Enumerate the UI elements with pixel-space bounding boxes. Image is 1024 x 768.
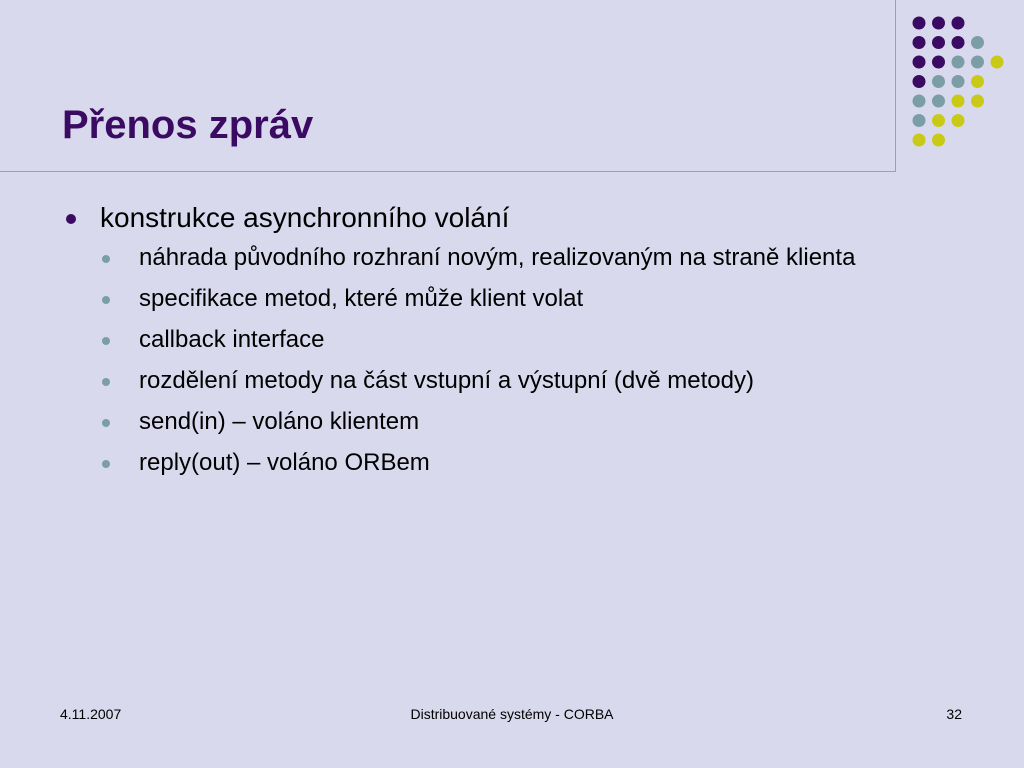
decorative-dot: [932, 56, 945, 69]
sub-bullet-text: send(in) – voláno klientem: [139, 408, 420, 435]
bullet-text: konstrukce asynchronního volání: [100, 202, 510, 233]
footer-date: 4.11.2007: [60, 706, 122, 722]
decorative-dot: [913, 56, 926, 69]
sub-bullet-text: callback interface: [139, 326, 325, 353]
decorative-dot: [932, 17, 945, 30]
decorative-dot: [952, 36, 965, 49]
slide-title: Přenos zpráv: [62, 103, 314, 147]
sub-bullet: [62, 324, 919, 356]
decorative-dot: [932, 36, 945, 49]
decorative-dot: [932, 134, 945, 147]
sub-bullet-text: specifikace metod, které může klient volat: [139, 285, 584, 312]
decorative-dot: [971, 36, 984, 49]
sub-bullet-dot-icon: [102, 337, 110, 345]
sub-bullet: [62, 242, 919, 274]
decorative-dot: [971, 95, 984, 108]
sub-bullet-text: reply(out) – voláno ORBem: [139, 449, 430, 476]
decorative-dot: [971, 75, 984, 88]
decorative-dot: [913, 95, 926, 108]
sub-bullet: [62, 283, 919, 315]
decorative-dot: [991, 56, 1004, 69]
decorative-dot: [913, 114, 926, 127]
decorative-dot: [971, 56, 984, 69]
slide-content: [62, 198, 912, 488]
decorative-dot: [952, 17, 965, 30]
sub-bullet: [62, 365, 919, 397]
decorative-dot: [913, 36, 926, 49]
decorative-dot: [952, 95, 965, 108]
decorative-dot: [952, 56, 965, 69]
bullet-level1: [62, 198, 912, 238]
decorative-dot: [913, 134, 926, 147]
sub-bullet-dot-icon: [102, 255, 110, 263]
sub-bullet-dot-icon: [102, 460, 110, 468]
sub-bullet-dot-icon: [102, 296, 110, 304]
bullet-dot-icon: [66, 214, 76, 224]
decorative-dot: [932, 114, 945, 127]
footer-title: Distribuované systémy - CORBA: [410, 706, 614, 722]
decorative-dot: [932, 95, 945, 108]
decorative-dot: [913, 17, 926, 30]
sub-bullet-text: náhrada původního rozhraní novým, realizovaným na straně klienta: [139, 244, 856, 271]
decorative-dot: [952, 114, 965, 127]
sub-bullet-text: rozdělení metody na část vstupní a výstupní (dvě metody): [139, 367, 754, 394]
sub-bullet-dot-icon: [102, 419, 110, 427]
sub-bullet: [62, 406, 919, 438]
decorative-dot: [952, 75, 965, 88]
sub-bullet: [62, 447, 919, 479]
decorative-dot: [913, 75, 926, 88]
sub-bullet-dot-icon: [102, 378, 110, 386]
decorative-dot: [932, 75, 945, 88]
page-number: 32: [946, 706, 962, 722]
